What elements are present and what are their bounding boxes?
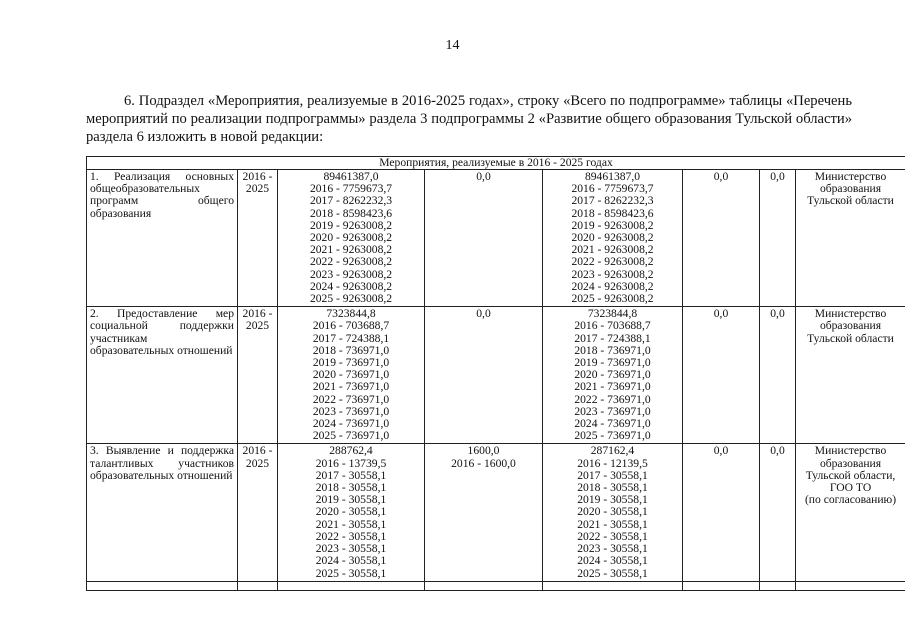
cell-line: 2016 - 12139,5 [577,456,648,470]
cell-line: 287162,4 [590,444,635,458]
cell-line: 2021 - 736971,0 [574,380,651,394]
table-row [87,170,905,307]
cell-line: 2016 - [242,170,273,183]
cell-line: 2020 - 30558,1 [577,505,648,519]
cell-line: образования [819,456,882,470]
cell-line: 7323844,8 [326,307,376,321]
cell-line: 2022 - 736971,0 [312,392,390,406]
cell-line: 2017 - 8262232,3 [309,194,393,208]
cell-line: 2017 - 8262232,3 [571,194,654,208]
period-cell [238,307,278,444]
cell-line: 2016 - 7759673,7 [309,182,393,196]
period-cell [238,170,278,307]
cell-line: 2018 - 736971,0 [574,343,651,357]
cell-line: 2024 - 30558,1 [577,554,648,568]
cell-line: 1600,0 [467,444,500,458]
cell-line: 0,0 [476,170,491,183]
amount-cell-col5 [543,307,683,444]
cell-line: 2016 - 703688,7 [574,319,651,333]
blank-cell [760,581,796,590]
cell-line: 2022 - 30558,1 [315,529,387,543]
page-number: 14 [445,38,460,53]
cell-line: 2018 - 8598423,6 [309,206,393,220]
measure-name: 1. Реализация основных общеобразовательных программ общего образования [87,170,238,307]
cell-line: 2025 [245,319,270,333]
cell-line: 2024 - 9263008,2 [309,279,393,293]
cell-line: 2021 - 9263008,2 [571,243,654,257]
cell-line: 2019 - 9263008,2 [309,218,393,232]
cell-line: 2019 - 736971,0 [312,356,390,370]
cell-line: 2025 - 736971,0 [574,429,651,443]
amount-cell-col6: 0,0 [683,170,760,307]
cell-line: 2021 - 30558,1 [315,517,387,531]
cell-line: 2023 - 736971,0 [312,404,390,418]
executor-cell [796,444,905,581]
cell-line: 2016 - 7759673,7 [571,182,654,196]
cell-line: 2018 - 736971,0 [312,343,390,357]
cell-line: 288762,4 [329,444,373,458]
amount-cell-col3 [278,307,425,444]
cell-line: 2019 - 30558,1 [315,493,387,507]
cell-line: 2021 - 9263008,2 [309,243,393,257]
cell-line: 2022 - 736971,0 [574,392,651,406]
cell-line: 2019 - 9263008,2 [571,218,654,232]
blank-cell [238,581,278,590]
cell-line: 2025 - 30558,1 [577,566,648,580]
cell-line: 2020 - 30558,1 [315,505,387,519]
cell-line: 2016 - [242,444,273,458]
cell-line: 7323844,8 [587,307,638,321]
cell-line: 2016 - [242,307,273,321]
blank-cell [796,581,905,590]
cell-line: 2018 - 30558,1 [577,481,648,495]
amount-cell-col7: 0,0 [760,170,796,307]
cell-line: 2024 - 9263008,2 [571,279,654,293]
amount-cell-col6: 0,0 [683,444,760,581]
cell-line: 2022 - 9263008,2 [571,255,654,269]
cell-line: 2025 [245,182,270,196]
amount-cell-col7: 0,0 [760,444,796,581]
blank-cell [425,581,543,590]
cell-line: 2023 - 9263008,2 [309,267,393,281]
table-header-row [87,157,905,170]
cell-line: Тульской области [807,194,894,208]
table-row [87,307,905,444]
amount-cell-col5 [543,444,683,581]
cell-line: 2022 - 30558,1 [577,529,648,543]
cell-line: 2025 - 9263008,2 [571,292,654,306]
executor-cell [796,307,905,444]
cell-line: Министерство [814,444,887,458]
table-header: Мероприятия, реализуемые в 2016 - 2025 годах [87,157,905,170]
cell-line: 2025 - 9263008,2 [309,292,393,306]
blank-cell [278,581,425,590]
measures-table [86,156,905,591]
cell-line: 2025 - 736971,0 [312,429,390,443]
measure-name: 2. Предоставление мер социальной поддержки участникам образовательных отношений [87,307,238,444]
cell-line: 2016 - 1600,0 [451,456,516,470]
measure-name: 3. Выявление и поддержка талантливых участников образовательных отношений [87,444,238,581]
cell-line: 2021 - 736971,0 [312,380,390,394]
amount-cell-col7: 0,0 [760,307,796,444]
cell-line: 89461387,0 [584,170,641,183]
cell-line: образования [819,182,882,196]
cell-line: Тульской области [807,331,894,345]
cell-line: Министерство [814,170,887,183]
table-blank-row [87,581,905,590]
amount-cell-col3 [278,444,425,581]
period-cell [238,444,278,581]
blank-cell [543,581,683,590]
cell-line: 89461387,0 [323,170,379,183]
cell-line: 2017 - 30558,1 [315,468,387,482]
cell-line: 2018 - 8598423,6 [571,206,654,220]
cell-line: 2024 - 30558,1 [315,554,387,568]
cell-line: 2017 - 724388,1 [574,331,651,345]
cell-line: 2022 - 9263008,2 [309,255,393,269]
cell-line: 2025 - 30558,1 [315,566,387,580]
cell-line: 2019 - 736971,0 [574,356,651,370]
blank-cell [683,581,760,590]
cell-line: Министерство [814,307,887,321]
intro-paragraph: 6. Подраздел «Мероприятия, реализуемые в 2016-2025 годах», строку «Всего по подпрограмме» таблицы «Перечень мероприятий по реализации подпрограммы» раздела 3 подпрограммы 2 «Развитие общего образования Тульской области» раздела 6 изложить в новой редакции: [86,93,852,145]
table-row [87,444,905,581]
cell-line: 2023 - 9263008,2 [571,267,654,281]
cell-line: 2023 - 30558,1 [577,542,648,556]
cell-line: (по согласованию) [804,493,897,507]
amount-cell-col4 [425,170,543,307]
cell-line: 2020 - 9263008,2 [571,231,654,245]
amount-cell-col4 [425,307,543,444]
cell-line: образования [819,319,882,333]
cell-line: 2019 - 30558,1 [577,493,648,507]
amount-cell-col6: 0,0 [683,307,760,444]
cell-line: 2024 - 736971,0 [574,417,651,431]
cell-line: 2016 - 703688,7 [312,319,390,333]
cell-line: 2020 - 736971,0 [574,368,651,382]
amount-cell-col3 [278,170,425,307]
blank-cell [87,581,238,590]
cell-line: 2016 - 13739,5 [315,456,387,470]
cell-line: 2020 - 9263008,2 [309,231,393,245]
cell-line: 2023 - 736971,0 [574,404,651,418]
cell-line: 2023 - 30558,1 [315,542,387,556]
cell-line: 2017 - 30558,1 [577,468,648,482]
cell-line: ГОО ТО [829,481,872,495]
cell-line: Тульской области, [805,468,896,482]
cell-line: 0,0 [476,307,491,321]
executor-cell [796,170,905,307]
cell-line: 2025 [245,456,270,470]
cell-line: 2017 - 724388,1 [312,331,390,345]
cell-line: 2024 - 736971,0 [312,417,390,431]
amount-cell-col5 [543,170,683,307]
amount-cell-col4 [425,444,543,581]
cell-line: 2021 - 30558,1 [577,517,648,531]
cell-line: 2020 - 736971,0 [312,368,390,382]
cell-line: 2018 - 30558,1 [315,481,387,495]
